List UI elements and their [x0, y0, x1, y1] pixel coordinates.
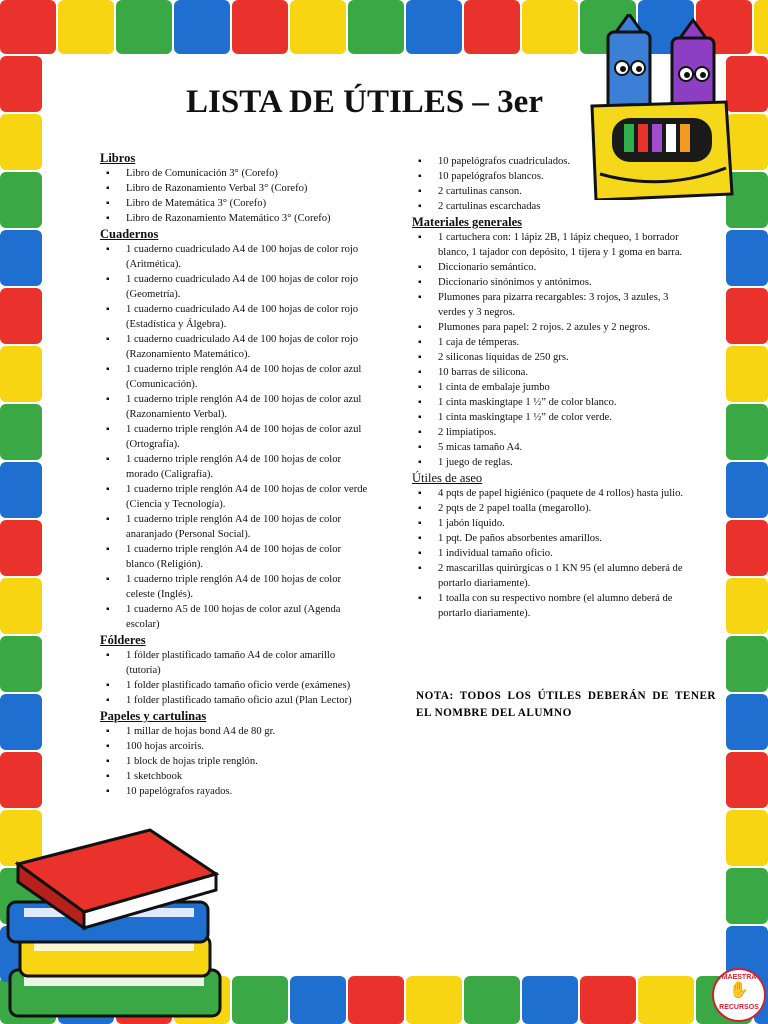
border-tile: [726, 636, 768, 692]
border-tile: [0, 462, 42, 518]
list-item: ▪ 1 caja de témperas.: [412, 335, 692, 350]
list-item: ▪ Libro de Matemática 3° (Corefo): [100, 196, 368, 211]
border-tile: [726, 346, 768, 402]
list-item: ▪ 1 folder plastificado tamaño oficio verde (exámenes): [100, 678, 368, 693]
border-tile: [726, 404, 768, 460]
border-tile: [174, 0, 230, 54]
list-item: ▪ 10 papelógrafos blancos.: [412, 169, 692, 184]
list-item: ▪ 2 cartulinas escarchadas: [412, 199, 692, 214]
border-tile: [0, 230, 42, 286]
border-tile: [638, 976, 694, 1024]
border-tile: [726, 462, 768, 518]
publisher-stamp-logo: [712, 968, 766, 1022]
list-item: ▪ 1 cuaderno triple renglón A4 de 100 hojas de color morado (Caligrafía).: [100, 452, 368, 482]
list-item: ▪ 2 mascarillas quirúrgicas o 1 KN 95 (el alumno deberá de portarlo diariamente).: [412, 561, 692, 591]
hand-icon: ✋: [729, 982, 749, 999]
border-tile: [116, 0, 172, 54]
list-item: ▪ 4 pqts de papel higiénico (paquete de 4 rollos) hasta julio.: [412, 486, 692, 501]
section-heading: Materiales generales: [412, 215, 523, 229]
stamp-text-top: MAESTRA: [721, 974, 757, 981]
border-tile: [754, 0, 768, 54]
list-item: ▪ 1 cuaderno triple renglón A4 de 100 hojas de color verde (Ciencia y Tecnología).: [100, 482, 368, 512]
border-tile: [464, 976, 520, 1024]
border-tile: [0, 752, 42, 808]
section-list: [412, 230, 692, 470]
list-item: ▪ 1 cinta maskingtape 1 ½” de color blanco.: [412, 395, 692, 410]
section-list: [100, 166, 368, 226]
border-tile: [348, 0, 404, 54]
list-item: ▪ 1 juego de reglas.: [412, 455, 692, 470]
border-tile: [0, 636, 42, 692]
list-item: ▪ 1 cinta de embalaje jumbo: [412, 380, 692, 395]
list-item: ▪ Plumones para pizarra recargables: 3 rojos, 3 azules, 3 verdes y 3 negros.: [412, 290, 692, 320]
border-tile: [406, 976, 462, 1024]
border-tile: [726, 694, 768, 750]
list-item: ▪ 1 folder plastificado tamaño oficio azul (Plan Lector): [100, 693, 368, 708]
border-tile: [58, 0, 114, 54]
border-tile: [726, 520, 768, 576]
section-heading: Libros: [100, 151, 136, 165]
list-item: ▪ 1 millar de hojas bond A4 de 80 gr.: [100, 724, 368, 739]
list-item: ▪ 1 cuaderno cuadriculado A4 de 100 hojas de color rojo (Aritmética).: [100, 242, 368, 272]
section-list: [100, 724, 368, 799]
books-stack-illustration: [0, 820, 250, 1024]
border-tile: [726, 578, 768, 634]
list-item: ▪ 10 barras de silicona.: [412, 365, 692, 380]
section-heading: Papeles y cartulinas: [100, 709, 207, 723]
list-item: ▪ 10 papelógrafos rayados.: [100, 784, 368, 799]
border-tile: [232, 0, 288, 54]
list-item: ▪ Libro de Comunicación 3° (Corefo): [100, 166, 368, 181]
section-heading: Fólderes: [100, 633, 146, 647]
border-tile: [726, 868, 768, 924]
border-tile: [0, 288, 42, 344]
section-list: [100, 242, 368, 632]
list-item: ▪ 1 cuaderno triple renglón A4 de 100 hojas de color anaranjado (Personal Social).: [100, 512, 368, 542]
list-item: ▪ 1 cuaderno cuadriculado A4 de 100 hojas de color rojo (Estadística y Álgebra).: [100, 302, 368, 332]
list-item: ▪ 2 siliconas líquidas de 250 grs.: [412, 350, 692, 365]
border-tile: [0, 346, 42, 402]
list-item: ▪ Libro de Razonamiento Verbal 3° (Corefo): [100, 181, 368, 196]
list-item: ▪ 1 cuaderno triple renglón A4 de 100 hojas de color azul (Razonamiento Verbal).: [100, 392, 368, 422]
left-column: [100, 150, 368, 799]
list-item: ▪ Diccionario semántico.: [412, 260, 692, 275]
list-item: ▪ 1 cuaderno triple renglón A4 de 100 hojas de color azul (Ortografía).: [100, 422, 368, 452]
section-heading: Cuadernos: [100, 227, 159, 241]
list-item: ▪ Plumones para papel: 2 rojos. 2 azules y 2 negros.: [412, 320, 692, 335]
section-list: [412, 486, 692, 621]
border-tile: [0, 404, 42, 460]
border-tile: [0, 172, 42, 228]
list-item: ▪ Diccionario sinónimos y antónimos.: [412, 275, 692, 290]
stamp-text-bottom: RECURSOS: [719, 1004, 759, 1011]
list-item: ▪ 2 cartulinas canson.: [412, 184, 692, 199]
list-item: ▪ 1 cartuchera con: 1 lápiz 2B, 1 lápiz chequeo, 1 borrador blanco, 1 tajador con depósito, 1 tijera y 1 goma en barra.: [412, 230, 692, 260]
list-item: ▪ 5 micas tamaño A4.: [412, 440, 692, 455]
list-item: ▪ 1 cuaderno cuadriculado A4 de 100 hojas de color rojo (Geometría).: [100, 272, 368, 302]
list-item: ▪ 1 cinta maskingtape 1 ½” de color verde.: [412, 410, 692, 425]
list-item: ▪ 10 papelógrafos cuadriculados.: [412, 154, 692, 169]
list-item: ▪ 1 fólder plastificado tamaño A4 de color amarillo (tutoría): [100, 648, 368, 678]
list-item: ▪ 1 toalla con su respectivo nombre (el alumno deberá de portarlo diariamente).: [412, 591, 692, 621]
border-tile: [0, 520, 42, 576]
border-tile: [522, 976, 578, 1024]
list-item: ▪ 2 limpiatipos.: [412, 425, 692, 440]
border-tile: [726, 810, 768, 866]
list-item: ▪ 1 cuaderno triple renglón A4 de 100 hojas de color celeste (Inglés).: [100, 572, 368, 602]
list-item: ▪ 1 pqt. De paños absorbentes amarillos.: [412, 531, 692, 546]
section-list: [100, 648, 368, 708]
border-tile: [726, 230, 768, 286]
list-item: ▪ Libro de Razonamiento Matemático 3° (Corefo): [100, 211, 368, 226]
border-tile: [464, 0, 520, 54]
border-tile: [726, 752, 768, 808]
list-item: ▪ 1 cuaderno triple renglón A4 de 100 hojas de color azul (Comunicación).: [100, 362, 368, 392]
note-text: NOTA: TODOS LOS ÚTILES DEBERÁN DE TENER EL NOMBRE DEL ALUMNO: [416, 690, 716, 719]
border-tile: [522, 0, 578, 54]
border-tile: [0, 578, 42, 634]
list-item: ▪ 1 cuaderno A5 de 100 hojas de color azul (Agenda escolar): [100, 602, 368, 632]
border-tile: [726, 288, 768, 344]
border-tile: [406, 0, 462, 54]
list-item: ▪ 1 jabón líquido.: [412, 516, 692, 531]
border-tile: [348, 976, 404, 1024]
section-heading: Útiles de aseo: [412, 471, 483, 485]
right-column: [412, 154, 692, 621]
border-tile: [580, 976, 636, 1024]
border-tile: [0, 0, 56, 54]
list-item: ▪ 1 cuaderno triple renglón A4 de 100 hojas de color blanco (Religión).: [100, 542, 368, 572]
list-item: ▪ 1 individual tamaño oficio.: [412, 546, 692, 561]
list-item: ▪ 1 cuaderno cuadriculado A4 de 100 hojas de color rojo (Razonamiento Matemático).: [100, 332, 368, 362]
border-tile: [290, 976, 346, 1024]
border-tile: [0, 694, 42, 750]
border-tile: [290, 0, 346, 54]
list-item: ▪ 2 pqts de 2 papel toalla (megarollo).: [412, 501, 692, 516]
list-item: ▪ 1 block de hojas triple renglón.: [100, 754, 368, 769]
border-tile: [0, 114, 42, 170]
border-tile: [0, 56, 42, 112]
list-item: ▪ 1 sketchbook: [100, 769, 368, 784]
list-item: ▪ 100 hojas arcoiris.: [100, 739, 368, 754]
page-title: LISTA DE ÚTILES – 3er: [186, 84, 543, 120]
paper-list-continuation: [412, 154, 692, 214]
